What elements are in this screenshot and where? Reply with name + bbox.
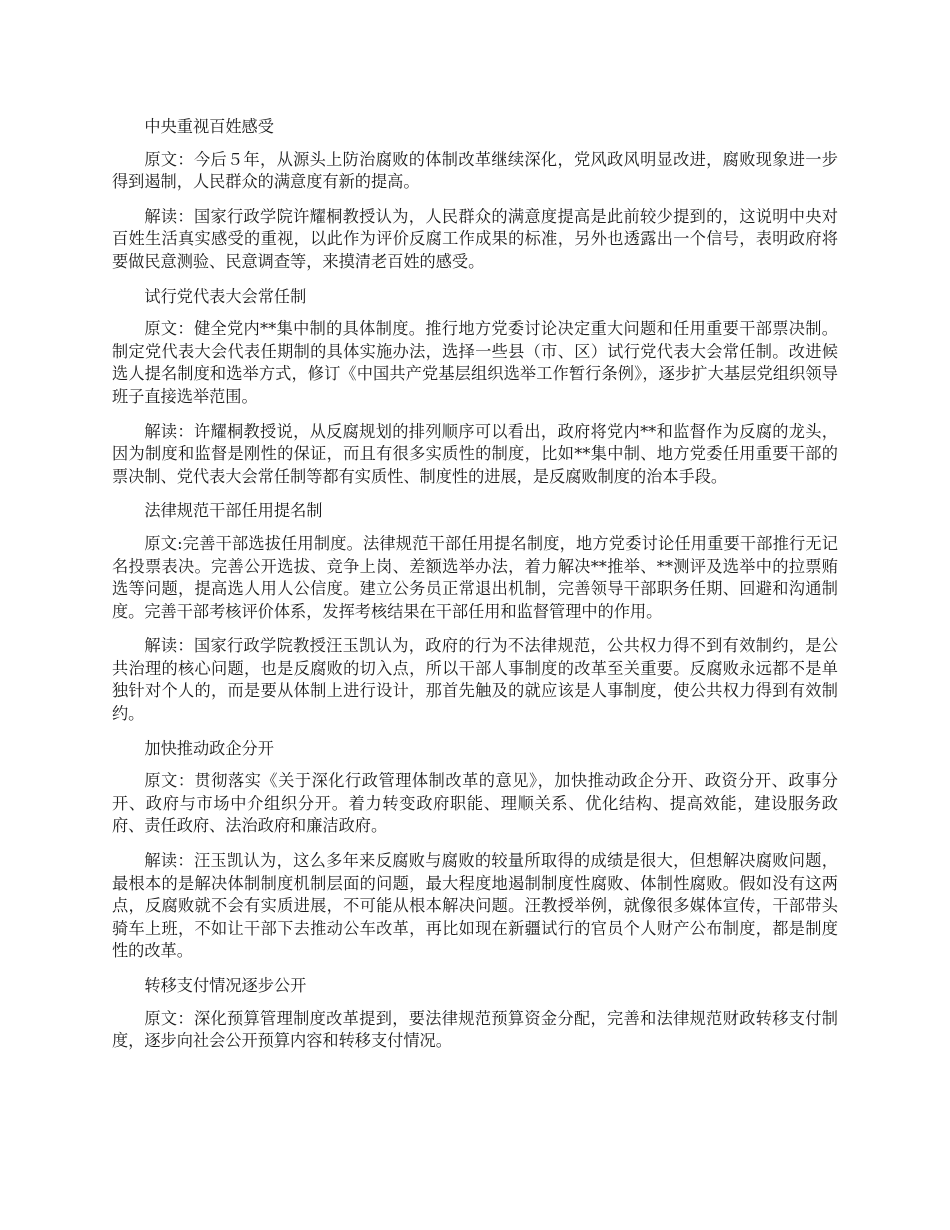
body-paragraph: 原文：贯彻落实《关于深化行政管理体制改革的意见》，加快推动政企分开、政资分开、政事分开、政府与市场中介组织分开。着力转变政府职能、理顺关系、优化结构、提高效能，建设服务政府、责任政府、法治政府和廉洁政府。 <box>112 771 838 836</box>
body-paragraph: 解读：国家行政学院许耀桐教授认为，人民群众的满意度提高是此前较少提到的，这说明中央对百姓生活真实感受的重视，以此作为评价反腐工作成果的标准，另外也透露出一个信号，表明政府将要做民意测验、民意调查等，来摸清老百姓的感受。 <box>112 206 838 271</box>
body-paragraph: 原文：深化预算管理制度改革提到，要法律规范预算资金分配，完善和法律规范财政转移支付制度，逐步向社会公开预算内容和转移支付情况。 <box>112 1008 838 1051</box>
section-heading: 试行党代表大会常任制 <box>144 286 307 306</box>
section-heading: 转移支付情况逐步公开 <box>144 976 307 995</box>
section-heading: 加快推动政企分开 <box>144 738 274 758</box>
body-paragraph: 原文：健全党内**集中制的具体制度。推行地方党委讨论决定重大问题和任用重要干部票决制。制定党代表大会代表任期制的具体实施办法，选择一些县（市、区）试行党代表大会常任制。改进候选人提名制度和选举方式，修订《中国共产党基层组织选举工作暂行条例》，逐步扩大基层党组织领导班子直接选举范围。 <box>112 319 838 406</box>
section-heading: 中央重视百姓感受 <box>144 117 274 136</box>
body-paragraph: 解读：国家行政学院教授汪玉凯认为，政府的行为不法律规范，公共权力得不到有效制约，是公共治理的核心问题，也是反腐败的切入点，所以干部人事制度的改革至关重要。反腐败永远都不是单独针对个人的，而是要从体制上进行设计，那首先触及的就应该是人事制度，使公共权力得到有效制约。 <box>112 636 838 724</box>
body-paragraph: 原文:完善干部选拔任用制度。法律规范干部任用提名制度，地方党委讨论任用重要干部推行无记名投票表决。完善公开选拔、竞争上岗、差额选举办法，着力解决**推举、**测评及选举中的拉票贿选等问题，提高选人用人公信度。建立公务员正常退出机制，完善领导干部职务任期、回避和沟通制度。完善干部考核评价体系，发挥考核结果在干部任用和监督管理中的作用。 <box>112 533 838 621</box>
body-paragraph: 解读：汪玉凯认为，这么多年来反腐败与腐败的较量所取得的成绩是很大，但想解决腐败问题，最根本的是解决体制制度机制层面的问题，最大程度地遏制制度性腐败、体制性腐败。假如没有这两点，反腐败就不会有实质进展，不可能从根本解决问题。汪教授举例，就像很多媒体宣传，干部带头骑车上班，不如让干部下去推动公车改革，再比如现在新疆试行的官员个人财产公布制度，都是制度性的改革。 <box>112 851 838 961</box>
section-heading: 法律规范干部任用提名制 <box>144 501 323 521</box>
body-paragraph: 解读：许耀桐教授说，从反腐规划的排列顺序可以看出，政府将党内**和监督作为反腐的龙头，因为制度和监督是刚性的保证，而且有很多实质性的制度，比如**集中制、地方党委任用重要干部的票决制、党代表大会常任制等都有实质性、制度性的进展，是反腐败制度的治本手段。 <box>112 421 838 486</box>
document-page <box>112 116 838 1065</box>
body-paragraph: 原文：今后５年，从源头上防治腐败的体制改革继续深化，党风政风明显改进，腐败现象进一步得到遏制，人民群众的满意度有新的提高。 <box>112 149 838 192</box>
